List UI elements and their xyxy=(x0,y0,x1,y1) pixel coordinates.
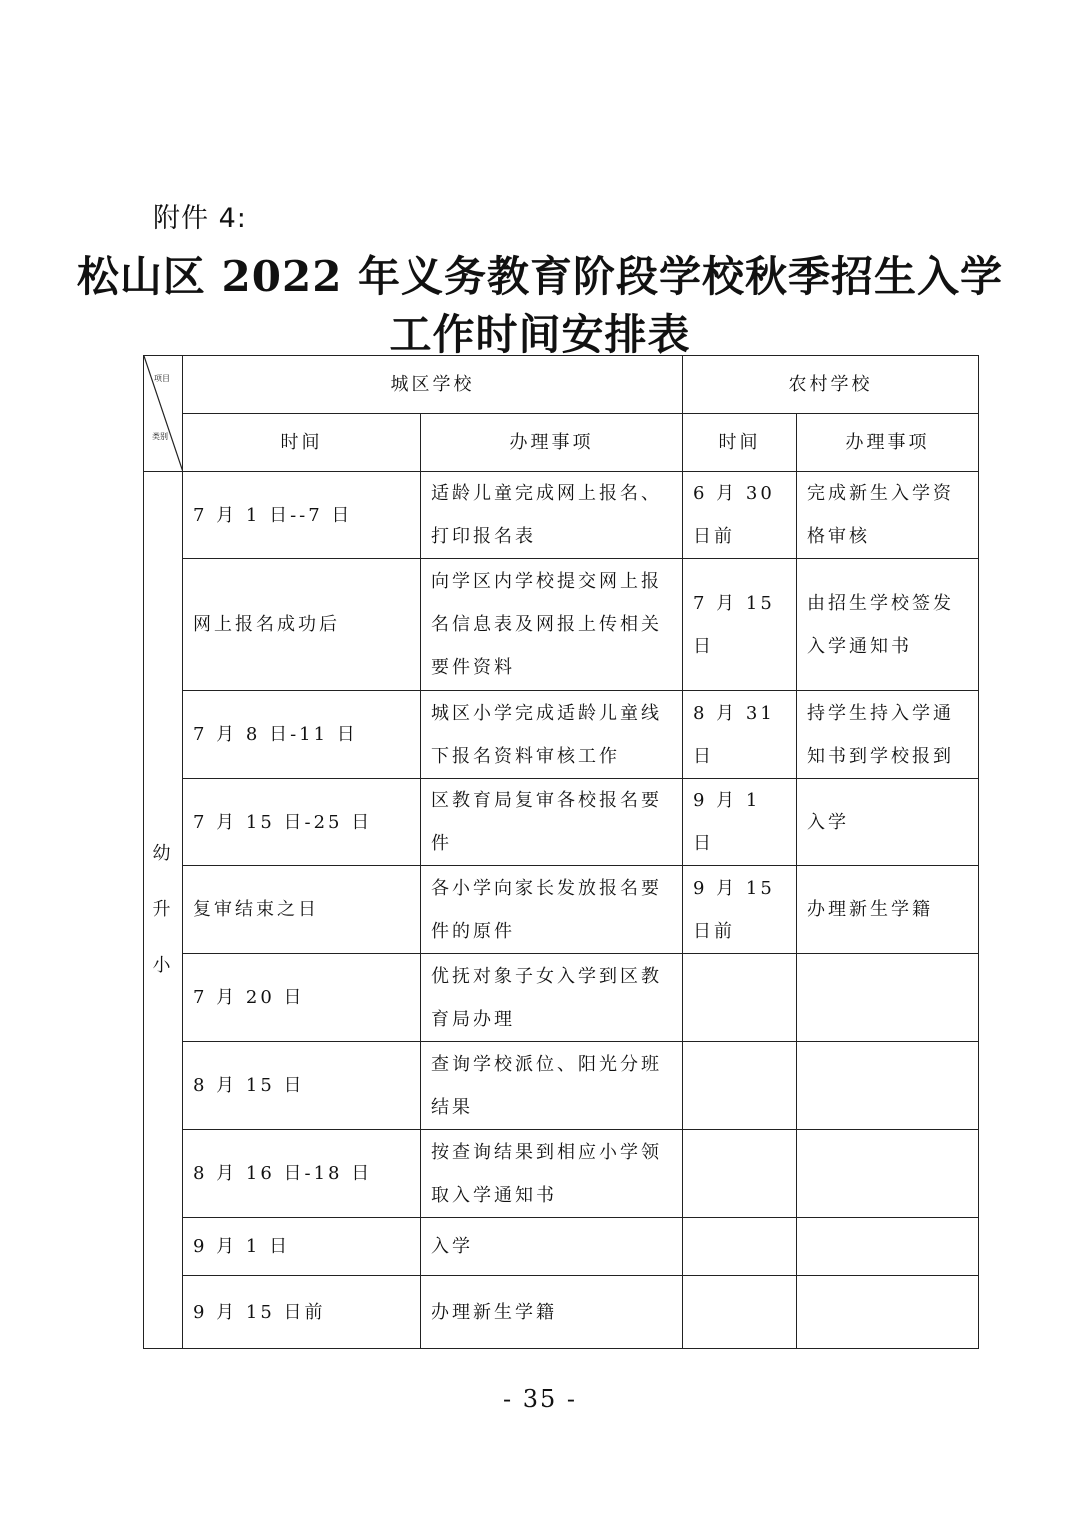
urban-time-cell: 9 月 1 日 xyxy=(183,1218,421,1276)
category-char: 小 xyxy=(152,955,174,976)
rural-item-cell xyxy=(797,954,979,1042)
urban-item-cell: 办理新生学籍 xyxy=(421,1276,683,1349)
rural-item-cell: 持学生持入学通知书到学校报到 xyxy=(797,691,979,779)
urban-item-cell: 各小学向家长发放报名要件的原件 xyxy=(421,866,683,954)
urban-item-cell: 入学 xyxy=(421,1218,683,1276)
corner-diagonal-cell xyxy=(144,356,183,472)
rural-item-cell xyxy=(797,1276,979,1349)
urban-item-cell: 区教育局复审各校报名要件 xyxy=(421,779,683,866)
rural-school-header: 农村学校 xyxy=(683,356,979,414)
urban-item-cell: 城区小学完成适龄儿童线下报名资料审核工作 xyxy=(421,691,683,779)
table-row xyxy=(144,1042,979,1130)
table-row xyxy=(144,1130,979,1218)
rural-item-cell xyxy=(797,1130,979,1218)
urban-time-cell: 7 月 8 日-11 日 xyxy=(183,691,421,779)
rural-matter-header: 办理事项 xyxy=(797,414,979,472)
table-row xyxy=(144,1218,979,1276)
rural-time-cell: 9 月 15 日前 xyxy=(683,866,797,954)
urban-time-cell: 8 月 15 日 xyxy=(183,1042,421,1130)
urban-time-cell: 8 月 16 日-18 日 xyxy=(183,1130,421,1218)
corner-category-label: 类别 xyxy=(152,432,168,441)
attachment-label: 附件 4: xyxy=(153,203,247,234)
rural-time-cell: 8 月 31 日 xyxy=(683,691,797,779)
rural-item-cell: 完成新生入学资格审核 xyxy=(797,472,979,559)
rural-time-cell xyxy=(683,1218,797,1276)
rural-time-header: 时间 xyxy=(683,414,797,472)
urban-time-header: 时间 xyxy=(183,414,421,472)
schedule-table xyxy=(143,355,979,1349)
category-char: 幼 xyxy=(152,843,174,864)
category-char: 升 xyxy=(152,899,174,920)
rural-item-cell xyxy=(797,1042,979,1130)
rural-item-cell: 由招生学校签发入学通知书 xyxy=(797,559,979,691)
corner-item-label: 项目 xyxy=(154,374,170,383)
rural-item-cell: 办理新生学籍 xyxy=(797,866,979,954)
document-title-line-1: 松山区 2022 年义务教育阶段学校秋季招生入学 xyxy=(76,252,1004,301)
table-row xyxy=(144,866,979,954)
document-title-line-2: 工作时间安排表 xyxy=(389,310,691,359)
rural-item-cell xyxy=(797,1218,979,1276)
page-number: - 35 - xyxy=(502,1385,577,1413)
rural-time-cell xyxy=(683,1276,797,1349)
table-row xyxy=(144,691,979,779)
table-row xyxy=(144,1276,979,1349)
table-row xyxy=(144,779,979,866)
urban-item-cell: 向学区内学校提交网上报名信息表及网报上传相关要件资料 xyxy=(421,559,683,691)
urban-time-cell: 9 月 15 日前 xyxy=(183,1276,421,1349)
urban-item-cell: 按查询结果到相应小学领取入学通知书 xyxy=(421,1130,683,1218)
urban-matter-header: 办理事项 xyxy=(421,414,683,472)
urban-time-cell: 7 月 20 日 xyxy=(183,954,421,1042)
category-cell xyxy=(144,472,183,1349)
urban-item-cell: 适龄儿童完成网上报名、打印报名表 xyxy=(421,472,683,559)
urban-item-cell: 查询学校派位、阳光分班结果 xyxy=(421,1042,683,1130)
rural-item-cell: 入学 xyxy=(797,779,979,866)
urban-school-header: 城区学校 xyxy=(183,356,683,414)
urban-time-cell: 7 月 15 日-25 日 xyxy=(183,779,421,866)
rural-time-cell xyxy=(683,954,797,1042)
rural-time-cell: 9 月 1 日 xyxy=(683,779,797,866)
urban-time-cell: 复审结束之日 xyxy=(183,866,421,954)
rural-time-cell xyxy=(683,1130,797,1218)
urban-item-cell: 优抚对象子女入学到区教育局办理 xyxy=(421,954,683,1042)
rural-time-cell: 6 月 30 日前 xyxy=(683,472,797,559)
rural-time-cell xyxy=(683,1042,797,1130)
table-row xyxy=(144,954,979,1042)
table-row xyxy=(144,559,979,691)
urban-time-cell: 网上报名成功后 xyxy=(183,559,421,691)
rural-time-cell: 7 月 15 日 xyxy=(683,559,797,691)
urban-time-cell: 7 月 1 日--7 日 xyxy=(183,472,421,559)
table-row xyxy=(144,472,979,559)
